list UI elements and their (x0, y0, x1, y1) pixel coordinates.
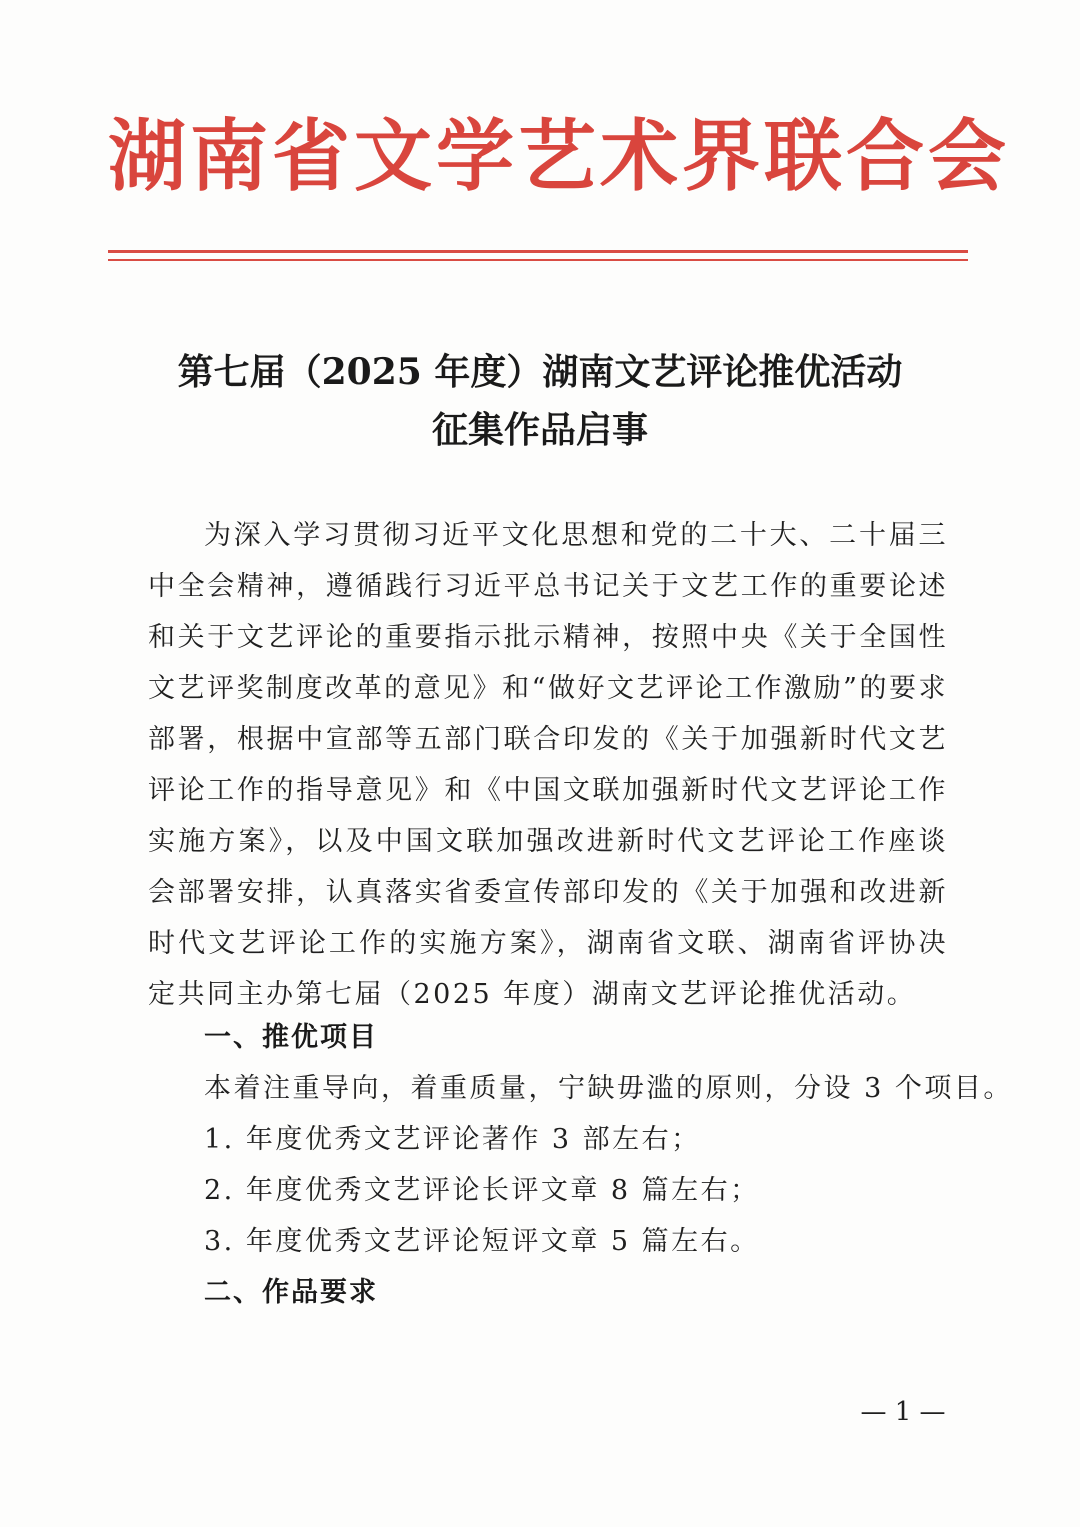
header-red-rule-thick (108, 250, 968, 253)
document-title-line-2: 征集作品启事 (431, 409, 648, 451)
intro-paragraph: 为深入学习贯彻习近平文化思想和党的二十大、二十届三中全会精神，遵循践行习近平总书记关于文艺工作的重要论述和关于文艺评论的重要指示批示精神，按照中央《关于全国性文艺评奖制度改革的意见》和“做好文艺评论工作激励”的要求部署，根据中宣部等五部门联合印发的《关于加强新时代文艺评论工作的指导意见》和《中国文联加强新时代文艺评论工作实施方案》，以及中国文联加强改进新时代文艺评论工作座谈会部署安排，认真落实省委宣传部印发的《关于加强和改进新时代文艺评论工作的实施方案》，湖南省文联、湖南省评协决定共同主办第七届（2025 年度）湖南文艺评论推优活动。 (148, 520, 948, 1010)
section-1-heading: 一、推优项目 (204, 1022, 378, 1053)
organization-header: 湖南省文学艺术界联合会 (108, 112, 1011, 202)
page-number: — 1 — (860, 1397, 946, 1427)
list-item: 2. 年度优秀文艺评论长评文章 8 篇左右； (204, 1175, 760, 1206)
section-1-text: 本着注重导向，着重质量，宁缺毋滥的原则，分设 3 个项目。 (204, 1073, 1013, 1104)
section-2-heading: 二、作品要求 (204, 1277, 378, 1308)
list-item: 3. 年度优秀文艺评论短评文章 5 篇左右。 (204, 1226, 760, 1257)
document-title-line-1: 第七届（2025 年度）湖南文艺评论推优活动 (177, 351, 903, 393)
header-red-rule-thin (108, 259, 968, 261)
list-item: 1. 年度优秀文艺评论著作 3 部左右； (204, 1124, 701, 1155)
